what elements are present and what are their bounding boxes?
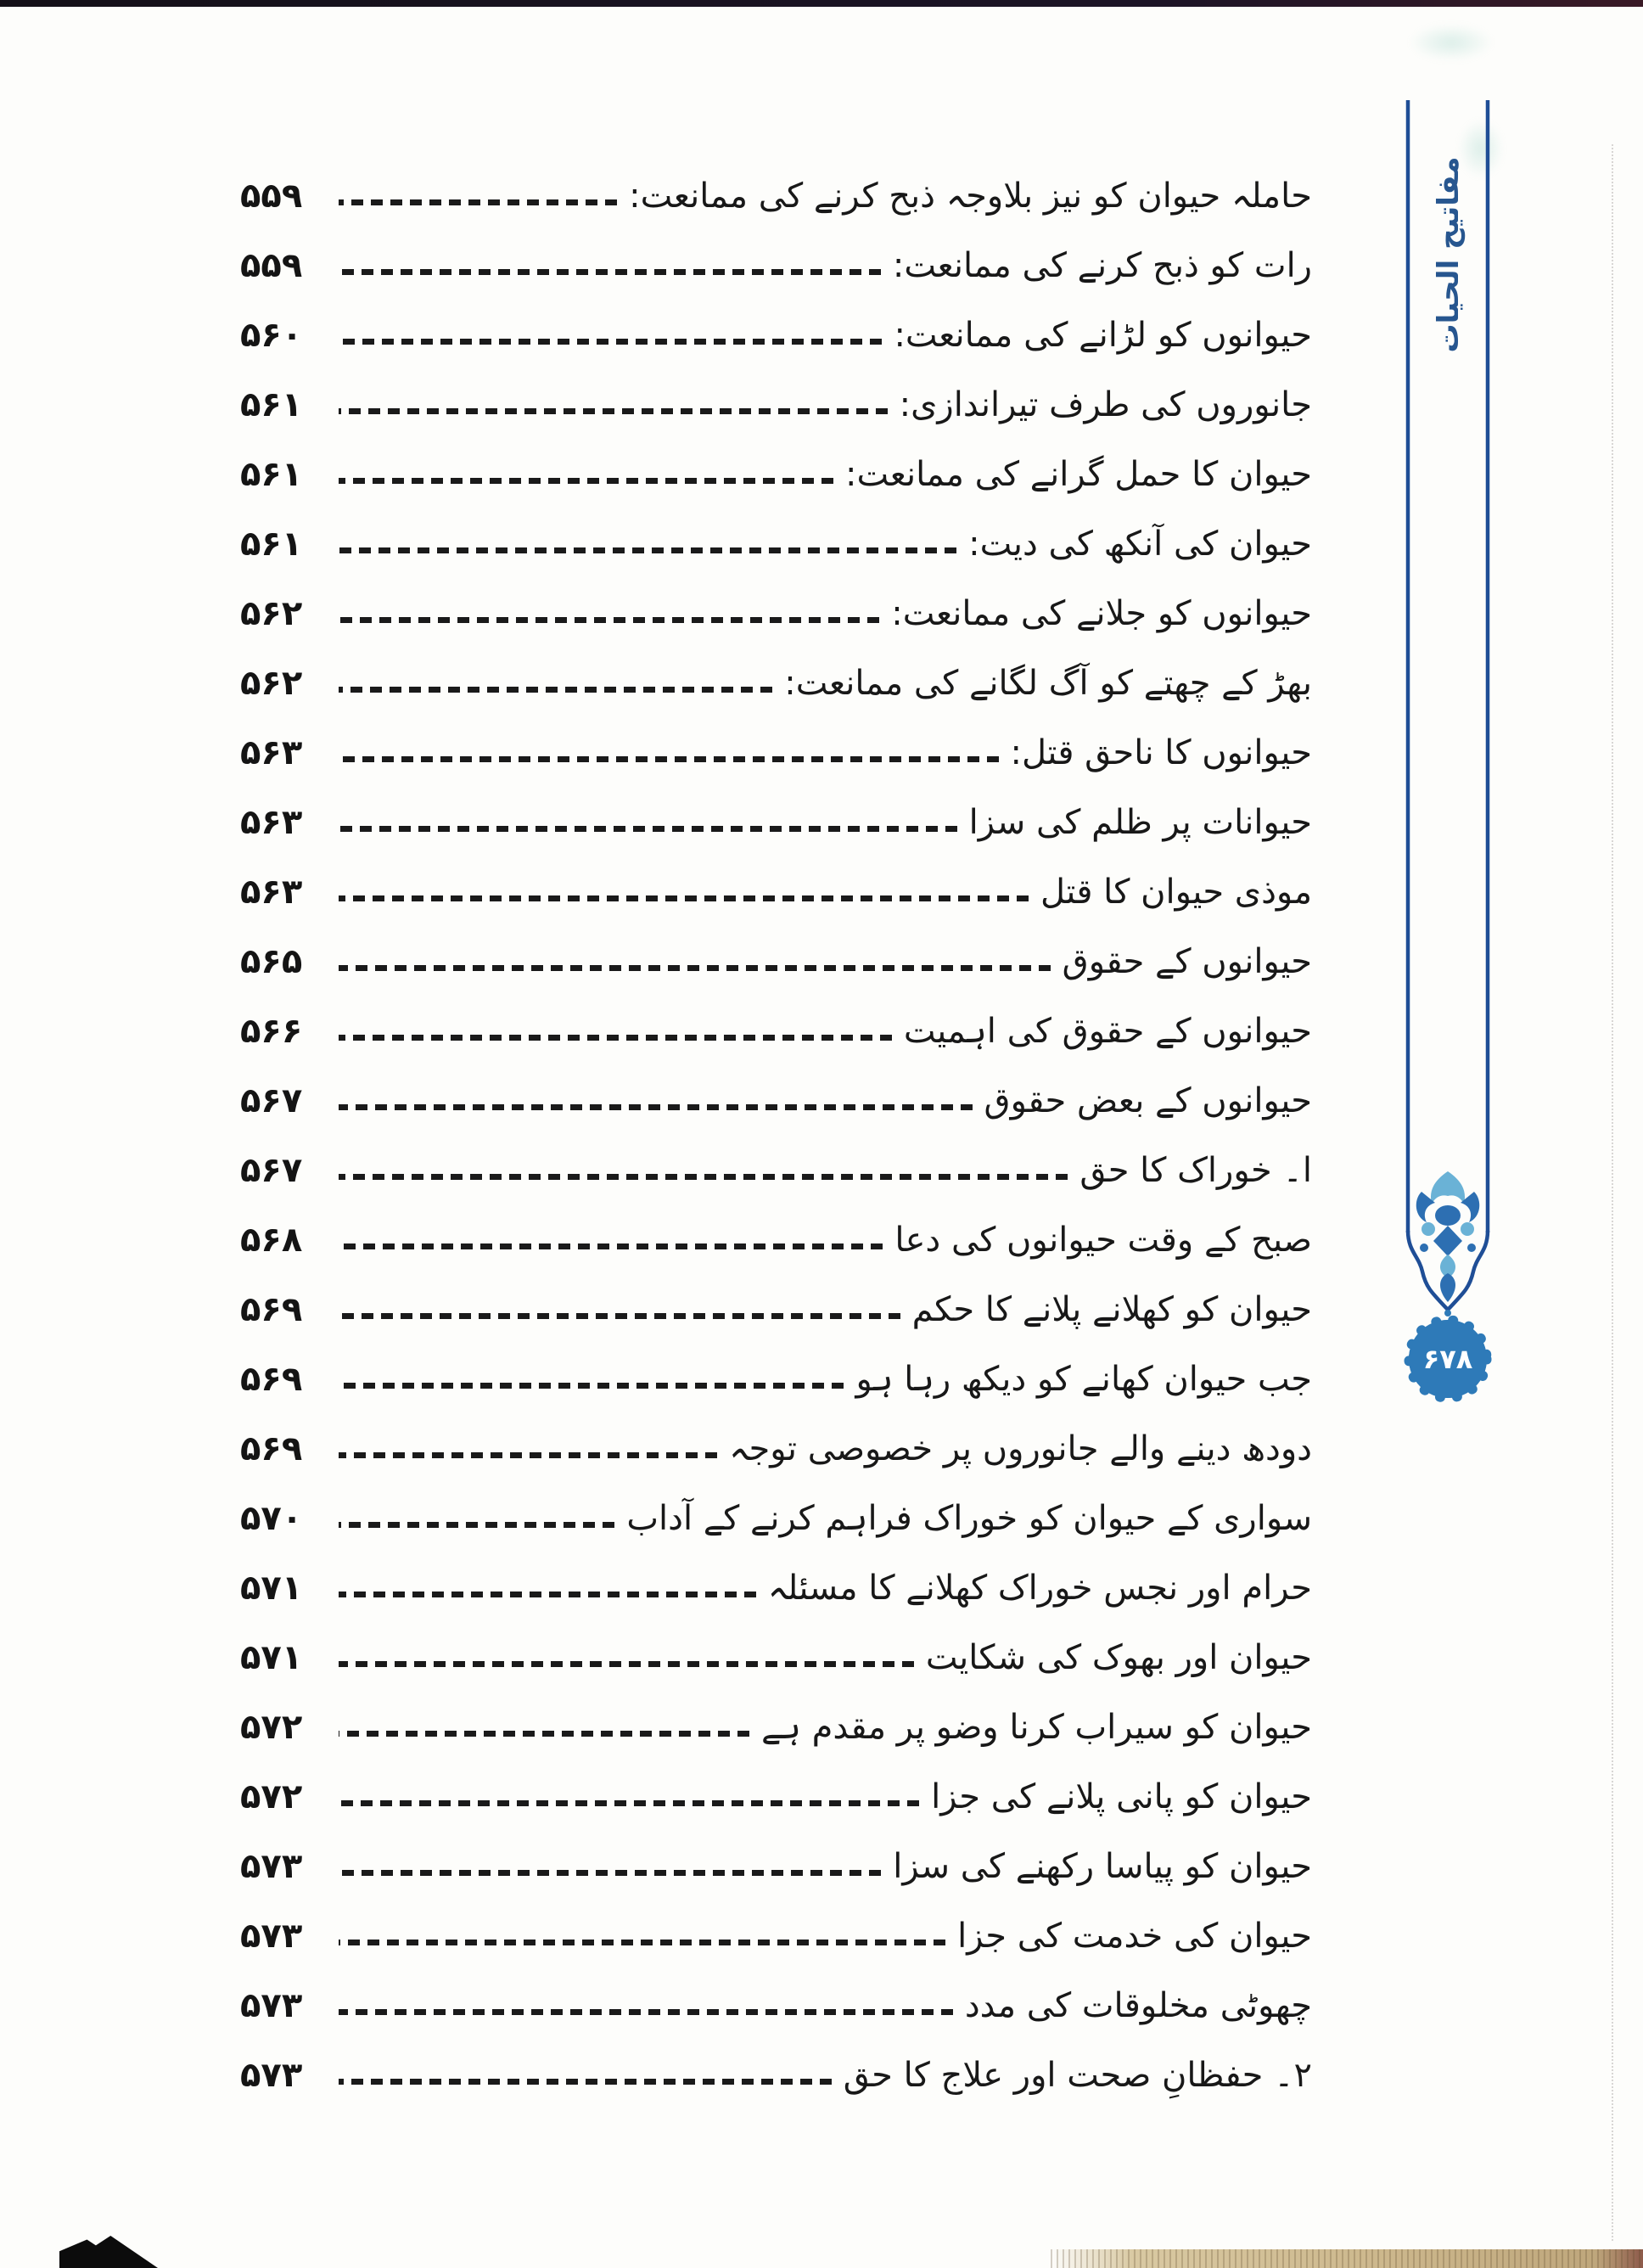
toc-entry-title: حیوان کو پیاسا رکھنے کی سزا bbox=[893, 1847, 1312, 1886]
toc-row bbox=[240, 2041, 1312, 2110]
toc-entry-page-number: ۵۷۱ bbox=[240, 1638, 303, 1677]
toc-row bbox=[240, 509, 1312, 579]
dotted-leader bbox=[339, 1940, 945, 1945]
toc-entry-page-number: ۵۷۲ bbox=[240, 1777, 303, 1816]
dotted-leader bbox=[339, 547, 956, 553]
toc-entry-page-number: ۵۶۱ bbox=[240, 385, 303, 424]
toc-row bbox=[240, 1553, 1312, 1623]
toc-entry-page-number: ۵۷۳ bbox=[240, 1986, 303, 2025]
dotted-leader bbox=[339, 408, 888, 414]
toc-entry-page-number: ۵۶۱ bbox=[240, 455, 303, 494]
toc-row bbox=[240, 648, 1312, 718]
book-edge-pages bbox=[1051, 2249, 1643, 2268]
toc-entry-page-number: ۵۷۳ bbox=[240, 1847, 303, 1886]
toc-entry-page-number: ۵۷۰ bbox=[240, 1499, 303, 1538]
toc-row bbox=[240, 370, 1312, 440]
dotted-leader bbox=[339, 895, 1029, 901]
page-crease-line bbox=[1612, 144, 1613, 2241]
toc-entry-page-number: ۵۶۱ bbox=[240, 525, 303, 564]
toc-entry-title: حیوانات پر ظلم کی سزا bbox=[968, 803, 1312, 842]
toc-entry-title: حیوانوں کو جلانے کی ممانعت: bbox=[891, 594, 1312, 633]
toc-row bbox=[240, 440, 1312, 509]
toc-entry-title: رات کو ذبح کرنے کی ممانعت: bbox=[892, 246, 1312, 285]
toc-row bbox=[240, 1414, 1312, 1484]
toc-entry-title: جانوروں کی طرف تیراندازی: bbox=[899, 385, 1312, 424]
toc-entry-title: حیوان اور بھوک کی شکایت bbox=[925, 1638, 1312, 1677]
dotted-leader bbox=[339, 1731, 749, 1737]
toc-row bbox=[240, 857, 1312, 927]
page-number-medallion bbox=[1409, 1320, 1487, 1398]
toc-row bbox=[240, 1066, 1312, 1136]
dotted-leader bbox=[339, 1104, 973, 1110]
toc-entry-page-number: ۵۶۹ bbox=[240, 1429, 303, 1468]
toc-entry-title: سواری کے حیوان کو خوراک فراہم کرنے کے آداب bbox=[626, 1499, 1312, 1538]
dotted-leader bbox=[339, 1870, 881, 1876]
toc-row bbox=[240, 300, 1312, 370]
toc-entry-page-number: ۵۶۷ bbox=[240, 1151, 303, 1190]
toc-entry-page-number: ۵۶۳ bbox=[240, 873, 303, 912]
toc-entry-title: حیوانوں کے حقوق کی اہمیت bbox=[903, 1012, 1312, 1051]
toc-row bbox=[240, 1901, 1312, 1971]
toc-row bbox=[240, 1484, 1312, 1553]
toc-row bbox=[240, 231, 1312, 300]
toc-entry-title: چھوٹی مخلوقات کی مدد bbox=[964, 1986, 1312, 2025]
toc-row bbox=[240, 1275, 1312, 1345]
toc-row bbox=[240, 1623, 1312, 1693]
dotted-leader bbox=[339, 965, 1051, 971]
toc-entry-title: حیوانوں کے حقوق bbox=[1062, 942, 1312, 981]
toc-entry-page-number: ۵۶۸ bbox=[240, 1221, 303, 1260]
toc-row bbox=[240, 1762, 1312, 1832]
toc-entry-page-number: ۵۷۳ bbox=[240, 1917, 303, 1956]
toc-entry-title: صبح کے وقت حیوانوں کی دعا bbox=[894, 1221, 1312, 1260]
toc-entry-page-number: ۵۶۰ bbox=[240, 316, 303, 355]
dotted-leader bbox=[339, 1035, 892, 1041]
dotted-leader bbox=[339, 1800, 919, 1806]
toc-entry-page-number: ۵۶۳ bbox=[240, 803, 303, 842]
toc-entry-page-number: ۵۵۹ bbox=[240, 177, 303, 216]
book-title-vertical: مفاتیح الحیات bbox=[1432, 156, 1466, 353]
toc-entry-page-number: ۵۶۲ bbox=[240, 594, 303, 633]
dotted-leader bbox=[339, 1661, 914, 1667]
toc-entry-title: جب حیوان کھانے کو دیکھ رہا ہو bbox=[855, 1360, 1312, 1399]
toc-row bbox=[240, 1832, 1312, 1901]
toc-row bbox=[240, 927, 1312, 996]
dotted-leader bbox=[339, 1313, 900, 1319]
toc-entry-title: ۲۔ حفظانِ صحت اور علاج کا حق bbox=[843, 2056, 1312, 2095]
toc-row bbox=[240, 1971, 1312, 2041]
toc-entry-page-number: ۵۶۹ bbox=[240, 1290, 303, 1329]
toc-entry-title: حیوان کو پانی پلانے کی جزا bbox=[931, 1777, 1312, 1816]
toc-row bbox=[240, 1136, 1312, 1205]
medallion-connector-dot bbox=[1444, 1310, 1451, 1316]
toc-entry-title: حیوانوں کو لڑانے کی ممانعت: bbox=[894, 316, 1312, 355]
toc-entry-title: حیوان کو کھلانے پلانے کا حکم bbox=[911, 1290, 1312, 1329]
toc-row bbox=[240, 579, 1312, 648]
dotted-leader bbox=[339, 1383, 844, 1389]
toc-entry-page-number: ۵۶۷ bbox=[240, 1081, 303, 1120]
dotted-leader bbox=[339, 199, 617, 205]
table-of-contents bbox=[240, 161, 1312, 2110]
toc-entry-title: حیوانوں کا ناحق قتل: bbox=[1010, 733, 1312, 772]
toc-entry-page-number: ۵۵۹ bbox=[240, 246, 303, 285]
toc-entry-page-number: ۵۶۵ bbox=[240, 942, 303, 981]
dotted-leader bbox=[339, 339, 882, 345]
toc-entry-title: موذی حیوان کا قتل bbox=[1040, 873, 1312, 912]
toc-row bbox=[240, 161, 1312, 231]
toc-entry-title: حرام اور نجس خوراک کھلانے کا مسئلہ bbox=[767, 1569, 1312, 1608]
toc-entry-page-number: ۵۷۱ bbox=[240, 1569, 303, 1608]
toc-entry-title: حیوان کی خدمت کی جزا bbox=[957, 1917, 1312, 1956]
dotted-leader bbox=[339, 2079, 832, 2085]
dotted-leader bbox=[339, 269, 881, 275]
toc-row bbox=[240, 1693, 1312, 1762]
dotted-leader bbox=[339, 687, 772, 693]
toc-entry-title: حیوان کا حمل گرانے کی ممانعت: bbox=[845, 455, 1312, 494]
toc-entry-title: ا۔ خوراک کا حق bbox=[1079, 1151, 1312, 1190]
toc-row bbox=[240, 718, 1312, 788]
medallion-page-number: ۶۷۸ bbox=[1422, 1343, 1473, 1375]
toc-entry-title: حاملہ حیوان کو نیز بلاوجہ ذبح کرنے کی ممانعت: bbox=[629, 177, 1312, 216]
toc-entry-page-number: ۵۶۲ bbox=[240, 664, 303, 703]
toc-entry-page-number: ۵۶۶ bbox=[240, 1012, 303, 1051]
toc-entry-page-number: ۵۷۳ bbox=[240, 2056, 303, 2095]
toc-entry-page-number: ۵۶۹ bbox=[240, 1360, 303, 1399]
toc-entry-title: حیوان کی آنکھ کی دیت: bbox=[968, 525, 1312, 564]
toc-row bbox=[240, 996, 1312, 1066]
toc-entry-title: حیوانوں کے بعض حقوق bbox=[984, 1081, 1312, 1120]
toc-row bbox=[240, 788, 1312, 857]
dotted-leader bbox=[339, 1174, 1068, 1180]
dotted-leader bbox=[339, 617, 879, 623]
toc-row bbox=[240, 1205, 1312, 1275]
toc-entry-title: بھڑ کے چھتے کو آگ لگانے کی ممانعت: bbox=[784, 664, 1312, 703]
toc-row bbox=[240, 1345, 1312, 1414]
corner-shadow bbox=[59, 2236, 158, 2268]
dotted-leader bbox=[339, 826, 957, 832]
dotted-leader bbox=[339, 2009, 953, 2015]
dotted-leader bbox=[339, 1592, 756, 1597]
toc-entry-title: دودھ دینے والے جانوروں پر خصوصی توجہ bbox=[729, 1429, 1312, 1468]
dotted-leader bbox=[339, 1452, 717, 1458]
dotted-leader bbox=[339, 478, 833, 484]
dotted-leader bbox=[339, 1243, 883, 1249]
toc-entry-title: حیوان کو سیراب کرنا وضو پر مقدم ہے bbox=[761, 1708, 1312, 1747]
dotted-leader bbox=[339, 1522, 614, 1528]
toc-entry-page-number: ۵۶۳ bbox=[240, 733, 303, 772]
dotted-leader bbox=[339, 756, 999, 762]
toc-entry-page-number: ۵۷۲ bbox=[240, 1708, 303, 1747]
